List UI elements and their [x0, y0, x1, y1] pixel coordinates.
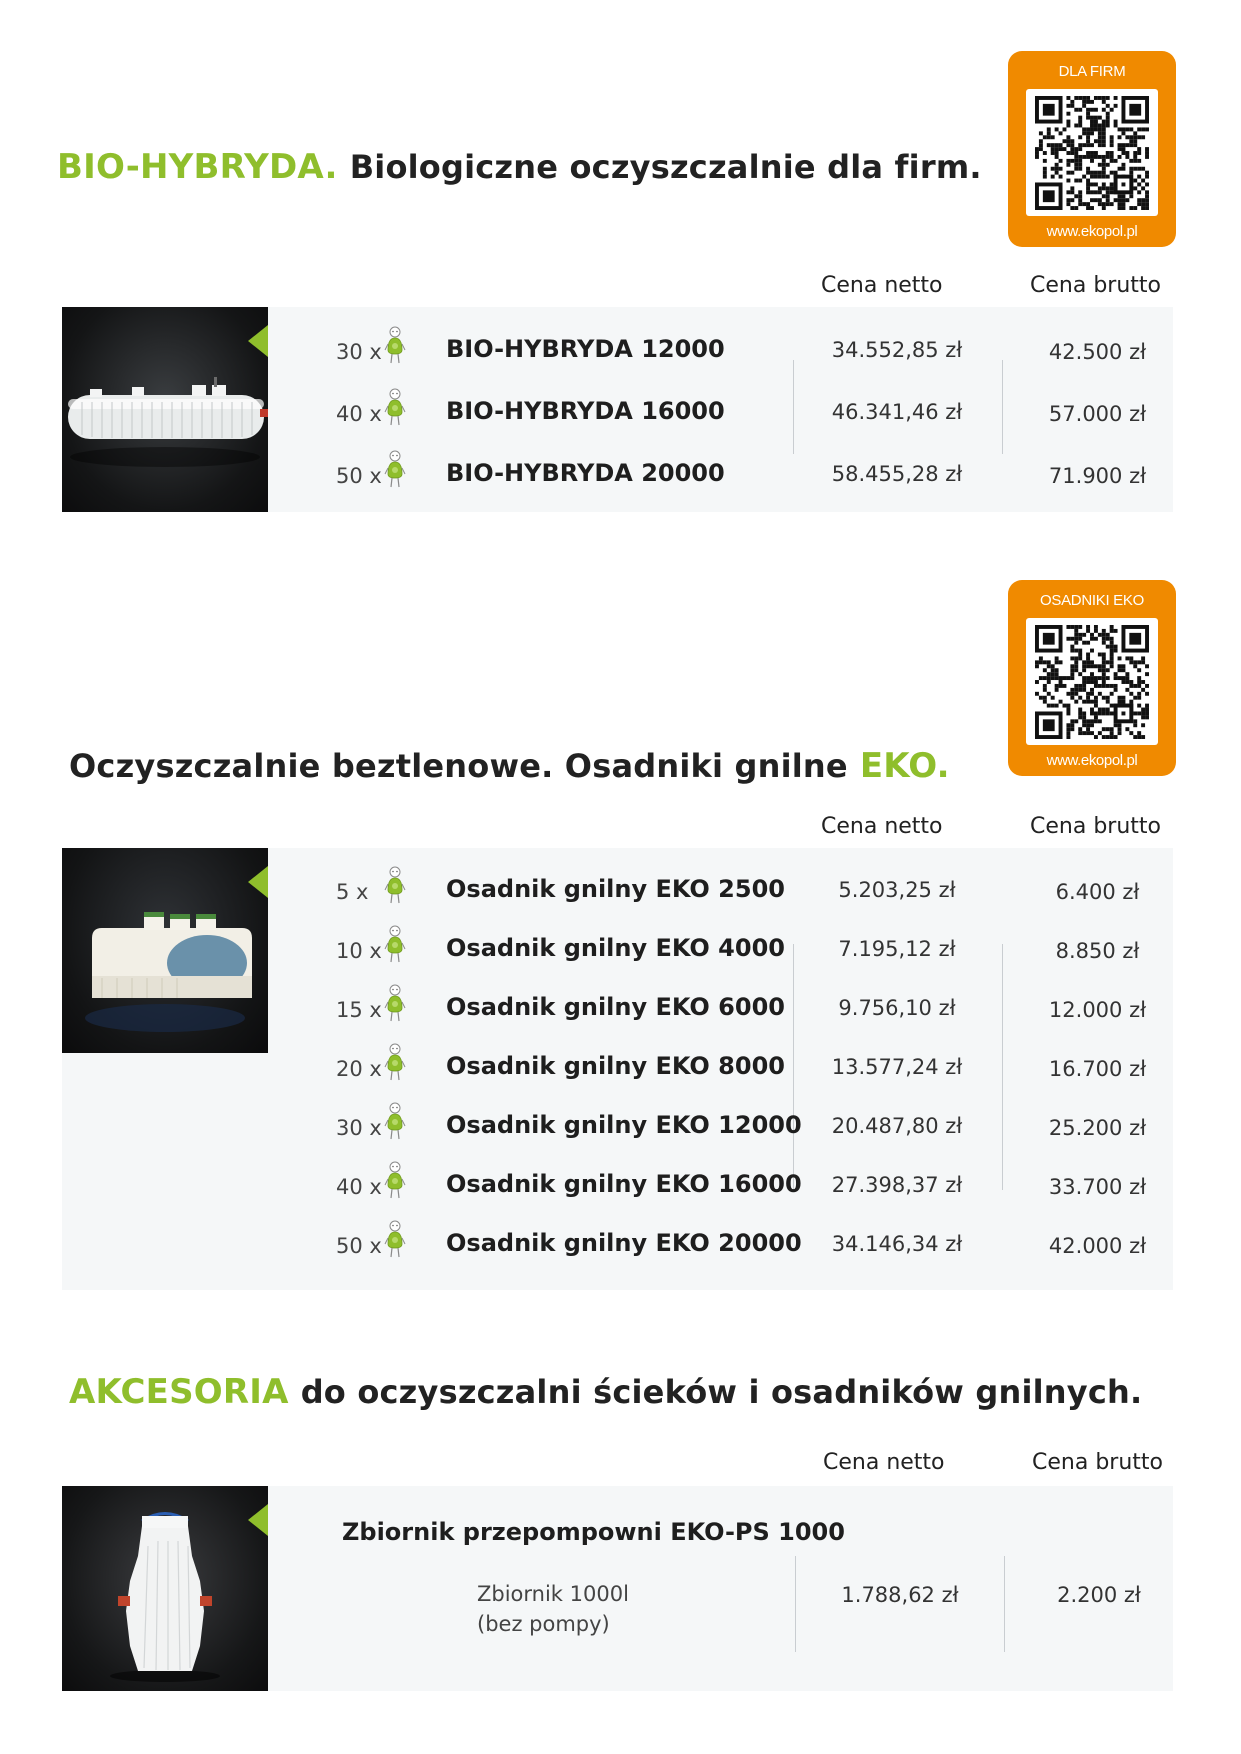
bio-hybryda-tank-image	[62, 307, 268, 512]
row-product-name: BIO-HYBRYDA 12000	[446, 335, 725, 363]
person-icon	[384, 388, 406, 432]
col-head-gross: Cena brutto	[1030, 814, 1161, 839]
col-head-gross: Cena brutto	[1032, 1450, 1163, 1475]
row-quantity: 15 x	[336, 998, 382, 1022]
row-price-net: 27.398,37 zł	[831, 1173, 963, 1197]
row-price-gross: 33.700 zł	[1048, 1175, 1147, 1199]
row-price-net: 20.487,80 zł	[831, 1114, 963, 1138]
triangle-marker-icon	[248, 1504, 268, 1536]
row-price-gross: 42.000 zł	[1048, 1234, 1147, 1258]
qr-badge-url: www.ekopol.pl	[1046, 223, 1138, 240]
row-quantity: 5 x	[336, 880, 369, 904]
person-icon	[384, 1043, 406, 1087]
acc-desc-line1: Zbiornik 1000l	[477, 1582, 629, 1606]
acc-desc-line2: (bez pompy)	[477, 1612, 610, 1636]
eko-divider-net	[793, 944, 794, 1190]
person-icon	[384, 450, 406, 494]
pump-tank-image	[62, 1486, 268, 1691]
bio-section-title	[57, 147, 982, 187]
eko-septic-tank-image	[62, 848, 268, 1053]
acc-product-name: Zbiornik przepompowni EKO-PS 1000	[342, 1518, 845, 1546]
row-product-name: BIO-HYBRYDA 20000	[446, 459, 725, 487]
row-price-net: 5.203,25 zł	[838, 878, 956, 902]
col-head-gross: Cena brutto	[1030, 273, 1161, 298]
acc-title-accent: AKCESORIA	[69, 1372, 289, 1412]
row-price-gross: 25.200 zł	[1048, 1116, 1147, 1140]
person-icon	[384, 984, 406, 1028]
person-icon	[384, 1102, 406, 1146]
row-price-gross: 42.500 zł	[1048, 340, 1147, 364]
row-quantity: 30 x	[336, 340, 382, 364]
bio-divider-gross	[1002, 360, 1003, 454]
row-product-name: Osadnik gnilny EKO 4000	[446, 934, 785, 962]
row-product-name: Osadnik gnilny EKO 20000	[446, 1229, 802, 1257]
row-product-name: Osadnik gnilny EKO 12000	[446, 1111, 802, 1139]
qr-code-icon	[1026, 618, 1158, 745]
eko-section-title	[69, 746, 950, 786]
col-head-net: Cena netto	[821, 814, 943, 839]
bio-product-photo	[62, 307, 268, 512]
acc-title-rest: do oczyszczalni ścieków i osadników gnilnych.	[300, 1373, 1143, 1411]
row-price-net: 7.195,12 zł	[838, 937, 956, 961]
row-product-name: Osadnik gnilny EKO 8000	[446, 1052, 785, 1080]
acc-price-net: 1.788,62 zł	[841, 1583, 959, 1607]
row-quantity: 10 x	[336, 939, 382, 963]
row-quantity: 40 x	[336, 1175, 382, 1199]
qr-badge-osadniki-eko[interactable]	[1008, 580, 1176, 776]
bio-title-rest: Biologiczne oczyszczalnie dla firm.	[349, 148, 982, 186]
row-product-name: BIO-HYBRYDA 16000	[446, 397, 725, 425]
bio-title-accent: BIO-HYBRYDA.	[57, 147, 338, 187]
row-price-gross: 8.850 zł	[1055, 939, 1140, 963]
row-price-net: 9.756,10 zł	[838, 996, 956, 1020]
row-price-gross: 16.700 zł	[1048, 1057, 1147, 1081]
acc-product-photo	[62, 1486, 268, 1691]
row-price-net: 34.552,85 zł	[831, 338, 963, 362]
qr-badge-label: DLA FIRM	[1058, 63, 1126, 80]
person-icon	[384, 925, 406, 969]
qr-badge-dla-firm[interactable]	[1008, 51, 1176, 247]
row-quantity: 50 x	[336, 1234, 382, 1258]
person-icon	[384, 866, 406, 910]
person-icon	[384, 326, 406, 370]
eko-title-rest: Oczyszczalnie beztlenowe. Osadniki gnilne	[69, 747, 848, 785]
row-price-net: 13.577,24 zł	[831, 1055, 963, 1079]
row-price-gross: 57.000 zł	[1048, 402, 1147, 426]
row-product-name: Osadnik gnilny EKO 6000	[446, 993, 785, 1021]
acc-section-title	[69, 1372, 1142, 1412]
row-price-net: 46.341,46 zł	[831, 400, 963, 424]
row-price-gross: 71.900 zł	[1048, 464, 1147, 488]
acc-price-gross: 2.200 zł	[1057, 1583, 1141, 1607]
person-icon	[384, 1161, 406, 1205]
row-price-gross: 12.000 zł	[1048, 998, 1147, 1022]
row-price-net: 58.455,28 zł	[831, 462, 963, 486]
triangle-marker-icon	[248, 325, 268, 357]
eko-title-accent: EKO.	[859, 746, 950, 786]
triangle-marker-icon	[248, 866, 268, 898]
row-price-net: 34.146,34 zł	[831, 1232, 963, 1256]
qr-badge-url: www.ekopol.pl	[1046, 752, 1138, 769]
col-head-net: Cena netto	[821, 273, 943, 298]
person-icon	[384, 1220, 406, 1264]
row-quantity: 40 x	[336, 402, 382, 426]
bio-divider-net	[793, 360, 794, 454]
row-price-gross: 6.400 zł	[1055, 880, 1140, 904]
eko-divider-gross	[1002, 944, 1003, 1190]
acc-divider-gross	[1004, 1556, 1005, 1652]
row-quantity: 50 x	[336, 464, 382, 488]
col-head-net: Cena netto	[823, 1450, 945, 1475]
row-product-name: Osadnik gnilny EKO 16000	[446, 1170, 802, 1198]
row-quantity: 30 x	[336, 1116, 382, 1140]
eko-product-photo	[62, 848, 268, 1053]
qr-badge-label: OSADNIKI EKO	[1040, 592, 1144, 609]
acc-divider-net	[795, 1556, 796, 1652]
acc-product-desc	[477, 1579, 629, 1639]
row-quantity: 20 x	[336, 1057, 382, 1081]
row-product-name: Osadnik gnilny EKO 2500	[446, 875, 785, 903]
qr-code-icon	[1026, 89, 1158, 216]
